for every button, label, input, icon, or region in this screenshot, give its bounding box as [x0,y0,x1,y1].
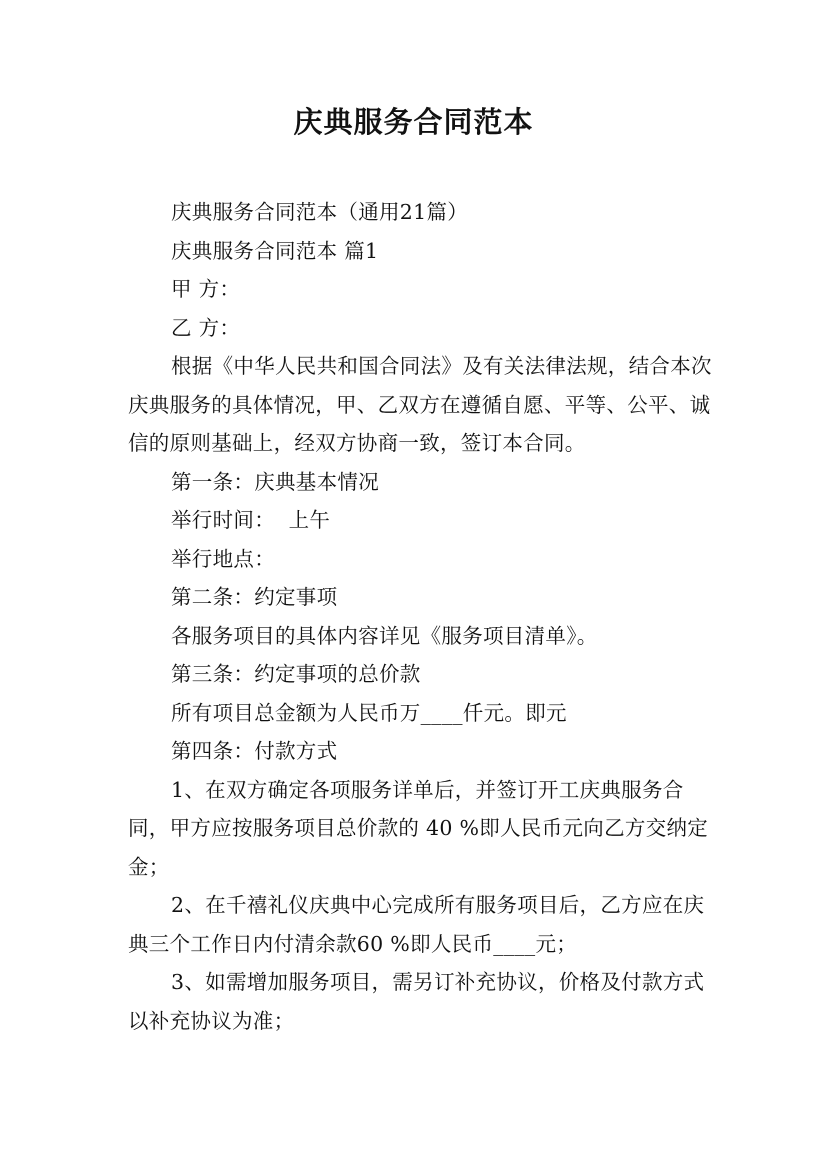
paragraph-article-2: 第二条：约定事项 [171,585,338,609]
paragraph-service-list: 各服务项目的具体内容详见《服务项目清单》。 [171,623,598,648]
paragraph-event-location: 举行地点： [171,546,275,571]
paragraph-party-b: 乙 方： [171,315,241,340]
document-body [128,193,720,1040]
paragraph-article-4: 第四条：付款方式 [171,739,338,763]
paragraph-payment-2: 2、在千禧礼仪庆典中心完成所有服务项目后，乙方应在庆典三个工作日内付清余款60 %即人民币____元； [128,893,705,956]
paragraph-section-heading: 庆典服务合同范本 篇1 [171,238,379,263]
paragraph-payment-1: 1、在双方确定各项服务详单后，并签订开工庆典服务合同，甲方应按服务项目总价款的 40 %即人民币元向乙方交纳定金； [128,777,709,879]
paragraph-subtitle: 庆典服务合同范本（通用21篇） [171,200,469,224]
paragraph-preamble: 根据《中华人民共和国合同法》及有关法律法规，结合本次庆典服务的具体情况，甲、乙双方在遵循自愿、平等、公平、诚信的原则基础上，经双方协商一致，签订本合同。 [128,354,712,455]
document-title: 庆典服务合同范本 [293,105,534,139]
paragraph-payment-3: 3、如需增加服务项目，需另订补充协议，价格及付款方式以补充协议为准； [128,970,705,1033]
paragraph-event-time: 举行时间： 上午 [171,508,331,532]
paragraph-article-1: 第一条：庆典基本情况 [171,469,379,494]
paragraph-article-3: 第三条：约定事项的总价款 [171,662,421,686]
paragraph-party-a: 甲 方： [171,277,241,301]
paragraph-total-amount: 所有项目总金额为人民币万____仟元。即元 [171,700,567,725]
